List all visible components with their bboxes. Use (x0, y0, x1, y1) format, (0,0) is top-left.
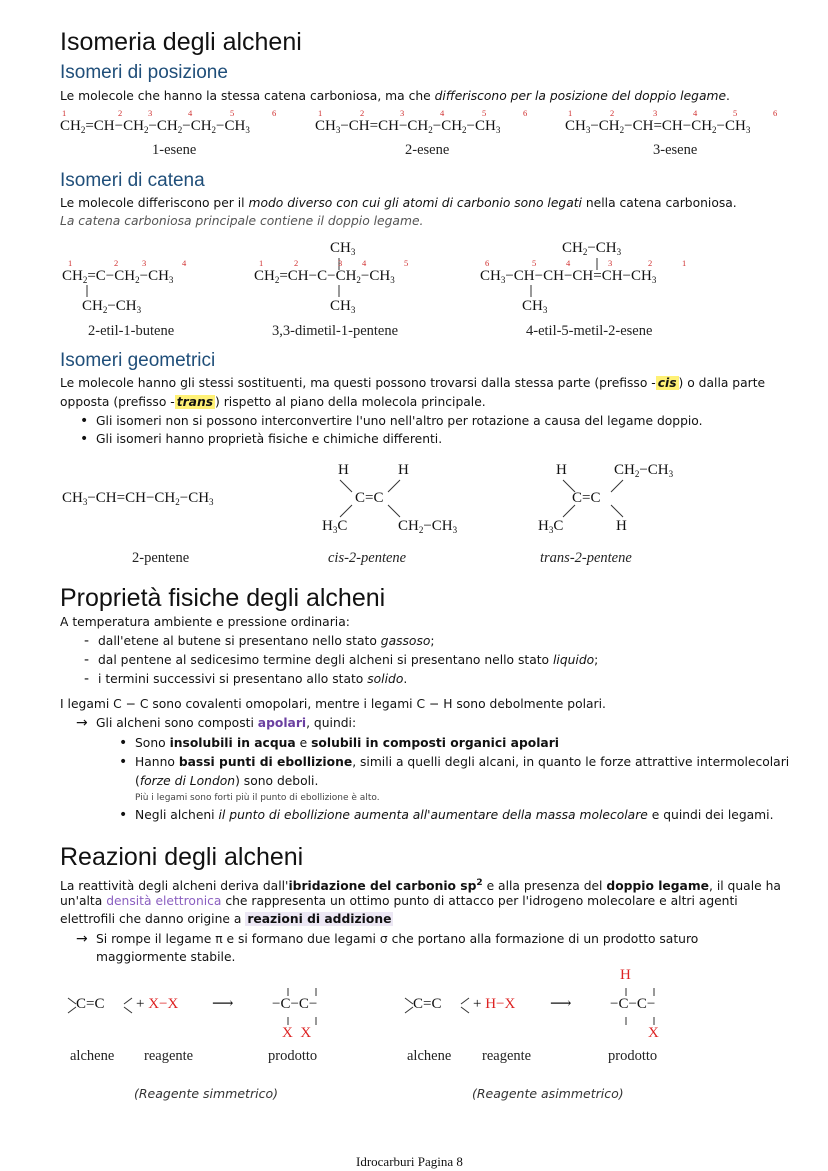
formula-2-esene: $CH_3-CH=CH-CH_2-CH_2-CH_3$ 1 2 3 4 5 6 (315, 108, 528, 135)
formula-3-esene: $CH_3-CH_2-CH=CH-CH_2-CH_3$ 1 2 3 4 5 6 (565, 108, 778, 135)
fis-dash-2: - dal pentene al sedicesimo termine degli alcheni si presentano nello stato liquido; (98, 651, 598, 669)
heading-isomeri-geometrici: Isomeri geometrici (60, 350, 216, 371)
caption-trans-2-pentene: trans-2-pentene (540, 550, 632, 566)
cis-h-right: H (398, 462, 409, 478)
fis-bullet-1: • Sono insolubili in acqua e solubili in composti organici apolari (135, 734, 559, 752)
caption-2-pentene: 2-pentene (132, 550, 190, 566)
fis-note: Più i legami sono forti più il punto di ebollizione è alto. (135, 793, 380, 803)
fis-legami: I legami C − C sono covalenti omopolari, mentre i legami C − H sono debolmente polari. (60, 697, 606, 711)
rx2-label-prodotto: prodotto (608, 1048, 658, 1064)
rx2-reagent: + H−X (473, 996, 516, 1012)
cis-h-left: H (338, 462, 349, 478)
geo-bullet-1: • Gli isomeri non si possono interconvertire l'uno nell'altro per rotazione a causa del legame doppio. (96, 412, 703, 430)
formula-ch3-top: $CH_3$ (330, 240, 356, 257)
fis-dash-1: - dall'etene al butene si presentano nello stato gassoso; (98, 632, 435, 650)
rx2-caption: (Reagente asimmetrico) (472, 1086, 624, 1101)
heading-isomeri-catena: Isomeri di catena (60, 170, 205, 191)
formula-methyl-bottom: $CH_3$ (522, 298, 548, 315)
heading-reazioni: Reazioni degli alcheni (60, 843, 304, 871)
caption-1-esene: 1-esene (152, 142, 197, 158)
formula-3-3-dimetil-1-pentene: $CH_2=CH-C-CH_2-CH_3$ 1 2 3 4 5 (254, 258, 409, 285)
trans-h3c: $H_3C$ (538, 518, 564, 535)
cis-cc: C=C (355, 490, 384, 506)
fis-intro: A temperatura ambiente e pressione ordinaria: (60, 615, 350, 629)
rx1-label-alchene: alchene (70, 1048, 115, 1064)
formula-2-etil-1-butene: $CH_2=C-CH_2-CH_3$ 1 2 3 4 (62, 258, 187, 285)
rx1-label-reagente: reagente (144, 1048, 194, 1064)
caption-4-etil-5-metil-2-esene: 4-etil-5-metil-2-esene (526, 323, 653, 339)
heading-proprieta-fisiche: Proprietà fisiche degli alcheni (60, 584, 386, 612)
rx1-product: −C−C− (272, 996, 318, 1012)
fis-dash-3: - i termini successivi si presentano allo stato solido. (98, 670, 407, 688)
rea-text-2: un'alta densità elettronica che rappresenta un ottimo punto di attacco per l'idrogeno molecolare e altri agenti (60, 894, 738, 908)
caption-3-esene: 3-esene (653, 142, 698, 158)
rea-arrow-1: → Si rompe il legame π e si formano due legami σ che portano alla formazione di un prodotto saturo (96, 930, 698, 948)
fis-bullet-2: • Hanno bassi punti di ebollizione, simili a quelli degli alcani, in quanto le forze attrattive intermolecolari (135, 753, 789, 771)
fis-arrow: → Gli alcheni sono composti apolari, quindi: (96, 714, 356, 732)
rx2-alkene: C=C (413, 996, 442, 1012)
cat-text-2: La catena carboniosa principale contiene il doppio legame. (60, 214, 424, 228)
rx2-label-alchene: alchene (407, 1048, 452, 1064)
formula-4-etil-5-metil-2-esene: $CH_3-CH-CH-CH=CH-CH_3$ 6 5 4 3 2 1 (480, 258, 687, 285)
cat-text: Le molecole differiscono per il modo diverso con cui gli atomi di carbonio sono legati nella catena carboniosa. (60, 196, 737, 210)
page-title: Isomeria degli alcheni (60, 28, 302, 56)
rx2-product-x: X (648, 1025, 659, 1041)
formula-2-pentene: $CH_3-CH=CH-CH_2-CH_3$ (62, 490, 214, 507)
rx1-arrow: ⟶ (212, 996, 234, 1012)
pos-text: Le molecole che hanno la stessa catena carboniosa, ma che differiscono per la posizione del doppio legame. (60, 89, 730, 103)
trans-cc: C=C (572, 490, 601, 506)
heading-isomeri-posizione: Isomeri di posizione (60, 62, 228, 83)
geo-text-2: opposta (prefisso - trans ) rispetto al piano della molecola principale. (60, 395, 486, 409)
geo-text-1: Le molecole hanno gli stessi sostituenti, ma questi possono trovarsi dalla stessa parte (prefisso - cis ) o dalla parte (60, 376, 766, 390)
formula-1-esene: $CH_2=CH-CH_2-CH_2-CH_2-CH_3$ 1 2 3 4 5 6 (60, 108, 277, 135)
rx2-product-h: H (620, 967, 631, 983)
trans-h-left: H (556, 462, 567, 478)
caption-2-esene: 2-esene (405, 142, 450, 158)
rx2-arrow: ⟶ (550, 996, 572, 1012)
rx1-reagent: + X−X (136, 996, 179, 1012)
rea-arrow-2: maggiormente stabile. (96, 950, 236, 964)
caption-cis-2-pentene: cis-2-pentene (328, 550, 407, 566)
rea-text-1: La reattività degli alcheni deriva dall'ibridazione del carbonio $sp^2$ e alla presenza del doppio legame, il quale ha (60, 878, 781, 894)
rx1-label-prodotto: prodotto (268, 1048, 318, 1064)
fis-bullet-3: • Negli alcheni il punto di ebollizione aumenta all'aumentare della massa molecolare e quindi dei legami. (135, 806, 774, 824)
geo-bullet-2: • Gli isomeri hanno proprietà fisiche e chimiche differenti. (96, 430, 442, 448)
trans-ethyl: $CH_2-CH_3$ (614, 462, 674, 479)
cis-h3c: $H_3C$ (322, 518, 348, 535)
rx2-product: −C−C− (610, 996, 656, 1012)
rx2-label-reagente: reagente (482, 1048, 532, 1064)
rx1-alkene: C=C (76, 996, 105, 1012)
formula-ethyl-top: $CH_2-CH_3$ (562, 240, 622, 257)
rx1-product-x: X X (282, 1025, 312, 1041)
caption-3-3-dimetil-1-pentene: 3,3-dimetil-1-pentene (272, 323, 399, 339)
rx1-caption: (Reagente simmetrico) (134, 1086, 278, 1101)
cis-ethyl: $CH_2-CH_3$ (398, 518, 458, 535)
formula-2-etil-branch: $CH_2-CH_3$ (82, 298, 142, 315)
fis-bullet-2-cont: (forze di London) sono deboli. (135, 774, 319, 788)
formula-ch3-bottom: $CH_3$ (330, 298, 356, 315)
rea-text-3: elettrofili che danno origine a reazioni di addizione (60, 912, 392, 926)
trans-h-right: H (616, 518, 627, 534)
caption-2-etil-1-butene: 2-etil-1-butene (88, 323, 175, 339)
page-footer: Idrocarburi Pagina 8 (356, 1154, 463, 1169)
